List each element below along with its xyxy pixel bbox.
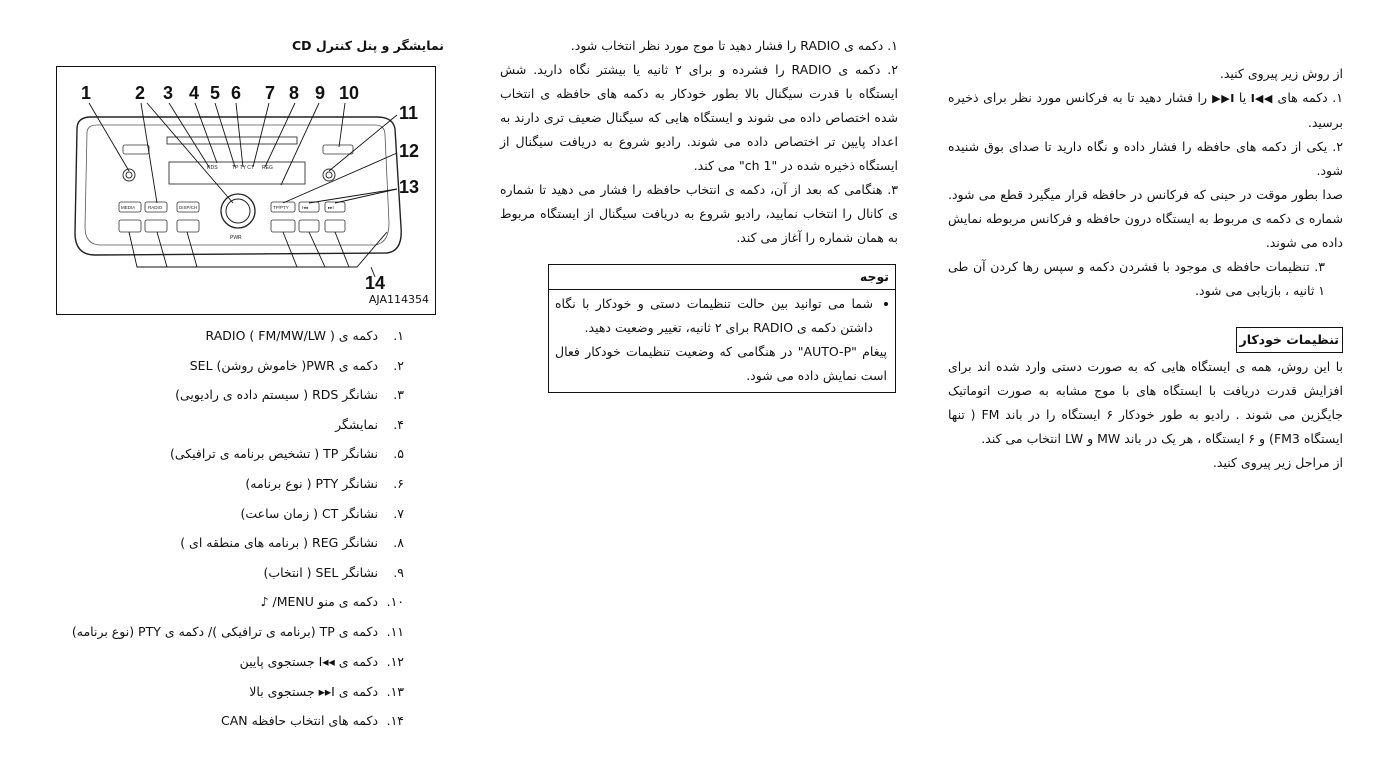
- callout-13: 13: [399, 177, 420, 197]
- tp-ty-ct-label: TP TY CT: [232, 165, 254, 171]
- callout-5: 5: [210, 83, 221, 103]
- legend-item: ۵. نشانگر TP ( تشخیص برنامه ی ترافیکی): [169, 446, 404, 462]
- step-1-c: را فشار دهید تا به فرکانس مورد نظر برای ذخیره برسید.: [948, 90, 1343, 130]
- outro-text: از مراحل زیر پیروی کنید.: [1212, 455, 1343, 470]
- cd-panel-drawing: [57, 67, 435, 314]
- cd-panel-figure: [56, 66, 436, 315]
- pwr-label: PWR: [230, 235, 242, 241]
- legend-item: ۱. دکمه ی RADIO ( FM/MW/LW ): [205, 328, 404, 343]
- step-1-b: یا: [1238, 90, 1247, 105]
- callout-10: 10: [339, 83, 360, 103]
- auto-paragraph: با این روش، همه ی ایستگاه هایی که به صورت دستی وارد شده اند برای افزایش قدرت دریافت با ایستگاه های با موج مشابه به صورت اتوماتیک جایگزین می شوند . رادیو به طور خودکار ۶ ایستگاه را در باند FM ( تنها ایستگاه FM3) و ۶ ایستگاه ، هر یک در باند MW و LW انتخاب می کند.: [948, 359, 1343, 446]
- callout-4: 4: [189, 83, 200, 103]
- step-1-a: ۱. دکمه های: [1277, 90, 1343, 105]
- reg-label: REG: [262, 165, 273, 171]
- step-1: [948, 86, 1343, 135]
- callout-8: 8: [289, 83, 300, 103]
- media-label: MEDIA: [121, 205, 136, 210]
- legend-item: ۹. نشانگر SEL ( انتخاب): [263, 564, 404, 580]
- callout-3: 3: [163, 83, 174, 103]
- rds-label: RDS: [207, 165, 218, 171]
- legend-item: ۱۱. دکمه ی TP (برنامه ی ترافیکی )/ دکمه ی PTY (نوع برنامه): [71, 623, 404, 639]
- note-body: [549, 290, 895, 392]
- disp-label: DISP/CH: [179, 205, 198, 210]
- note-title: توجه: [549, 265, 895, 290]
- legend-item: ۱۰. دکمه ی منو MENU/ ♪: [260, 594, 404, 610]
- radio-label: RADIO: [148, 205, 163, 210]
- memory-paragraph: صدا بطور موقت در حینی که فرکانس در حافظه قرار میگیرد قطع می شود. شماره ی دکمه ی مربوط به ایستگاه درون حافظه و فرکانس مربوطه نمایش داده می شوند.: [948, 187, 1343, 250]
- callout-9: 9: [315, 83, 326, 103]
- legend-item: ۳. نشانگر RDS ( سیستم داده ی رادیویی): [175, 387, 404, 403]
- legend-item: ۴. نمایشگر: [335, 416, 404, 432]
- legend-item: ۱۲. دکمه ی ◂◂I جستجوی پایین: [239, 653, 404, 669]
- legend-item: ۲. دکمه ی PWR( خاموش روشن) SEL: [189, 357, 404, 373]
- callout-14: 14: [365, 273, 386, 293]
- intro-text: از روش زیر پیروی کنید.: [1219, 66, 1343, 81]
- seek-up-icon: I▶▶: [1211, 92, 1235, 105]
- middle-step-3: ۳. هنگامی که بعد از آن، دکمه ی انتخاب حافظه را فشار می دهید تا شماره ی کانال را انتخاب نمایید، رادیو شروع به دریافت سیگنال از ایستگاه مربوط به همان شماره را آغاز می کند.: [500, 182, 898, 245]
- legend-item: ۶. نشانگر PTY ( نوع برنامه): [245, 475, 404, 491]
- seek-down-icon: ◀◀I: [1250, 92, 1273, 105]
- callout-2: 2: [135, 83, 146, 103]
- step-2: ۲. یکی از دکمه های حافظه را فشار داده و نگاه دارید تا صدای بوق شنیده شود.: [948, 139, 1343, 178]
- prev-label: I◂◂: [302, 205, 308, 210]
- legend-list: [52, 321, 444, 736]
- next-label: ▸▸I: [328, 205, 334, 210]
- tp-pty-label: TP/PTY: [273, 205, 289, 210]
- right-column: [948, 62, 1343, 475]
- callout-1: 1: [81, 83, 92, 103]
- note-paragraph: پیغام "AUTO-P" در هنگامی که وضعیت تنظیمات خودکار فعال است نمایش داده می شود.: [555, 344, 887, 383]
- callout-12: 12: [399, 141, 420, 161]
- legend-item: ۱۳. دکمه ی I▸▸ جستجوی بالا: [249, 683, 404, 699]
- step-3: ۳. تنظیمات حافظه ی موجود با فشردن دکمه و سپس رها کردن آن طی ۱ ثانیه ، بازیابی می شود.: [948, 259, 1325, 298]
- middle-column: [500, 34, 898, 393]
- note-box: [548, 264, 896, 393]
- note-bullet: • شما می توانید بین حالت تنظیمات دستی و خودکار با نگاه داشتن دکمه ی RADIO برای ۲ ثانیه، تغییر وضعیت دهید.: [555, 292, 873, 340]
- middle-step-1: ۱. دکمه ی RADIO را فشار دهید تا موج مورد نظر انتخاب شود.: [570, 38, 898, 53]
- auto-settings-heading: تنظیمات خودکار: [1236, 327, 1343, 353]
- legend-item: ۱۴. دکمه های انتخاب حافظه CAN: [221, 713, 404, 729]
- left-column: [52, 34, 444, 736]
- panel-title: نمایشگر و پنل کنترل CD: [291, 38, 444, 53]
- figure-code: AJA114354: [368, 293, 429, 306]
- legend-item: ۷. نشانگر CT ( زمان ساعت): [240, 505, 404, 521]
- legend-item: ۸. نشانگر REG ( برنامه های منطقه ای ): [180, 535, 404, 551]
- callout-7: 7: [265, 83, 276, 103]
- middle-step-2: ۲. دکمه ی RADIO را فشرده و برای ۲ ثانیه یا بیشتر نگاه دارید. شش ایستگاه با قدرت سیگنال بالا بطور خودکار به دکمه های حافظه ی انتخاب شده اختصاص داده می شوند و ایستگاه هایی که سیگنال ضعیف تری دارند به اعداد پایین تر اختصاص داده می شوند. رادیو شروع به دریافت سیگنال از ایستگاه ذخیره شده در "ch 1" می کند.: [500, 62, 898, 173]
- callout-11: 11: [399, 103, 419, 123]
- callout-6: 6: [231, 83, 242, 103]
